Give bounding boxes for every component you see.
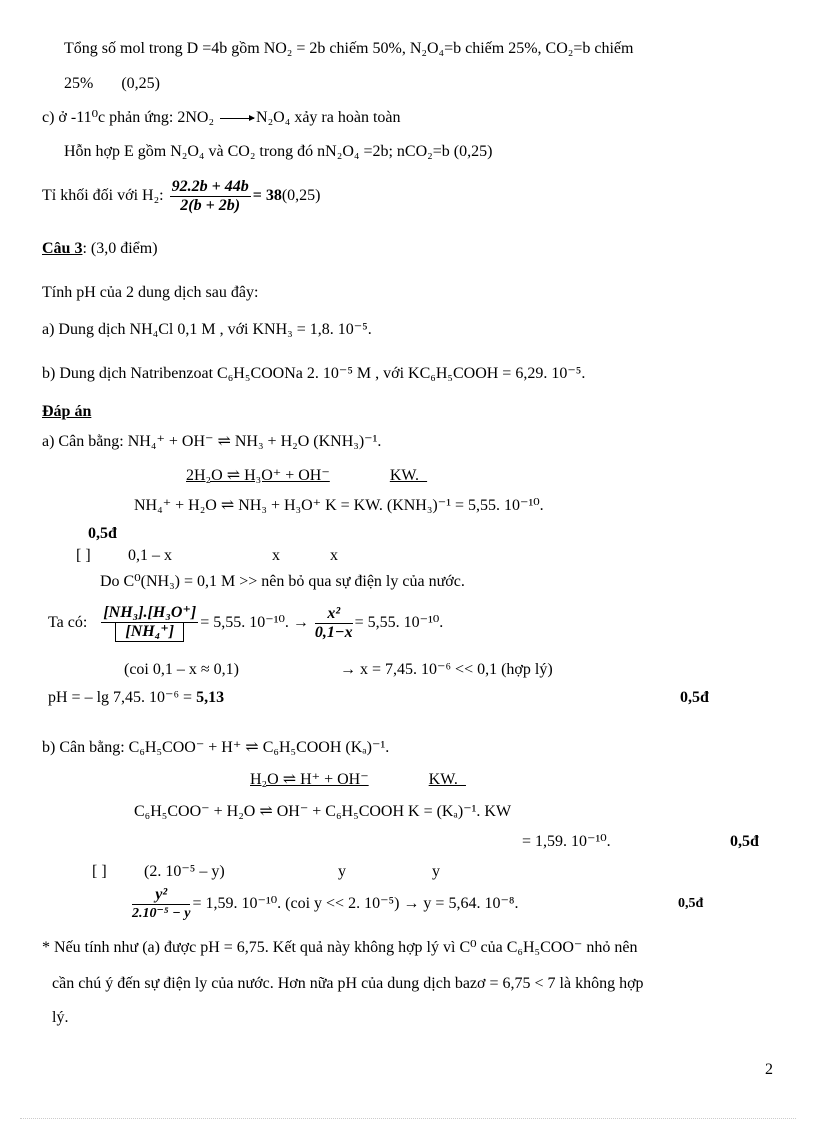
- text-span: = 5,55. 10⁻¹⁰.: [354, 614, 444, 631]
- fraction: [132, 886, 190, 923]
- question-number: Câu 3: [42, 240, 83, 257]
- text-span: 0,1 – x: [128, 547, 172, 564]
- text-span: → x = 7,45. 10⁻⁶ << 0,1 (hợp lý): [340, 661, 553, 678]
- text-span: [ ]: [76, 547, 91, 564]
- text-line: [522, 832, 782, 852]
- text-span: y: [432, 863, 440, 880]
- text-span: = 1,59. 10⁻¹⁰. (coi y << 2. 10⁻⁵) → y = 5,64. 10⁻⁸.: [192, 895, 519, 912]
- text-span: Tỉ khối đối với H₂:: [42, 187, 164, 205]
- score: 0,5đ: [678, 896, 704, 911]
- text-line: a) Cân bằng: NH₄⁺ + OH⁻ ⇌ NH₃ + H₂O (KNH₃)⁻¹.: [42, 433, 382, 450]
- score: 0,5đ: [680, 689, 709, 706]
- denominator: 2(b + 2b): [180, 197, 241, 214]
- text-span: y: [338, 863, 346, 880]
- text-line: [130, 884, 730, 924]
- denominator: 0,1−x: [314, 623, 353, 641]
- text-line: [76, 546, 338, 566]
- text-line: [146, 770, 466, 790]
- text-line: Tổng số mol trong D =4b gồm NO₂ = 2b chiếm 50%, N₂O₄=b chiếm 25%, CO₂=b chiếm: [64, 40, 634, 57]
- text-line: [48, 603, 443, 643]
- text-span: x: [272, 547, 280, 564]
- fraction: [315, 605, 353, 642]
- text-span: Ta có:: [48, 614, 88, 631]
- text-line: [140, 466, 427, 486]
- text-span: N₂O₄ xảy ra hoàn toàn: [256, 109, 401, 126]
- answer-heading: Đáp án: [42, 403, 92, 420]
- text-line: [48, 688, 748, 708]
- text-line: NH₄⁺ + H₂O ⇌ NH₃ + H₃O⁺ K = KW. (KNH₃)⁻¹ = 5,55. 10⁻¹⁰.: [134, 497, 544, 514]
- text-span: 2H₂O ⇌ H₃O⁺ + OH⁻: [186, 467, 330, 484]
- text-span: pH = – lg 7,45. 10⁻⁶ =: [48, 689, 193, 706]
- text-line: cần chú ý đến sự điện ly của nước. Hơn nữa pH của dung dịch bazơ = 6,75 < 7 là không hợp: [52, 975, 644, 992]
- numerator: [NH₃].[H₃O⁺]: [103, 604, 197, 622]
- text-span: (2. 10⁻⁵ – y): [144, 863, 225, 880]
- text-span: KW._: [389, 467, 427, 484]
- denominator: 2.10⁻⁵ − y: [132, 905, 191, 921]
- text-span: x: [330, 547, 338, 564]
- text-line: [42, 108, 401, 128]
- text-span: = 5,55. 10⁻¹⁰. →: [200, 614, 309, 631]
- text-line: b) Cân bằng: C₆H₅COO⁻ + H⁺ ⇌ C₆H₅COOH (Kₐ)⁻¹.: [42, 739, 390, 756]
- text-span: KW._: [428, 771, 466, 788]
- fraction: [170, 178, 251, 215]
- numerator: y²: [132, 886, 190, 905]
- page-number: 2: [765, 1061, 773, 1078]
- text-span: 25%: [64, 75, 94, 92]
- score: (0,25): [281, 187, 321, 205]
- score: (0,25): [121, 75, 160, 92]
- text-line: a) Dung dịch NH₄Cl 0,1 M , với KNH₃ = 1,8. 10⁻⁵.: [42, 321, 372, 338]
- denominator: [NH₄⁺]: [115, 623, 184, 642]
- text-line: Tính pH của 2 dung dịch sau đây:: [42, 284, 259, 301]
- text-line: Hỗn hợp E gồm N₂O₄ và CO₂ trong đó nN₂O₄ =2b; nCO₂=b (0,25): [64, 143, 493, 160]
- result: 5,13: [196, 689, 225, 706]
- text-span: c) ở -11⁰c phản ứng: 2NO₂: [42, 109, 215, 126]
- numerator: x²: [315, 605, 353, 624]
- text-line: [92, 862, 440, 882]
- text-line: * Nếu tính như (a) được pH = 6,75. Kết quả này không hợp lý vì C⁰ của C₆H₅COO⁻ nhỏ nên: [42, 939, 638, 956]
- text-line: lý.: [52, 1009, 69, 1026]
- text-line: [64, 74, 160, 94]
- section-heading: [42, 239, 158, 259]
- text-span: (coi 0,1 – x ≈ 0,1): [124, 661, 239, 678]
- text-line: b) Dung dịch Natribenzoat C₆H₅COONa 2. 10⁻⁵ M , với KC₆H₅COOH = 6,29. 10⁻⁵.: [42, 365, 586, 382]
- numerator: 92.2b + 44b: [171, 178, 249, 195]
- text-span: [ ]: [92, 863, 107, 880]
- text-line: Do C⁰(NH₃) = 0,1 M >> nên bỏ qua sự điện ly của nước.: [100, 573, 465, 590]
- page-border: [20, 1118, 796, 1119]
- fraction: [101, 604, 198, 642]
- text-span: H₂O ⇌ H⁺ + OH⁻: [250, 771, 369, 788]
- text-span: = 1,59. 10⁻¹⁰.: [522, 833, 611, 850]
- text-line: C₆H₅COO⁻ + H₂O ⇌ OH⁻ + C₆H₅COOH K = (Kₐ)⁻¹. KW: [134, 803, 512, 820]
- score: 0,5đ: [88, 525, 117, 542]
- text-line: [124, 660, 553, 680]
- score: 0,5đ: [730, 833, 759, 850]
- arrow-icon: [220, 118, 254, 119]
- text-line: [42, 178, 321, 215]
- result: = 38: [252, 187, 282, 205]
- text-span: : (3,0 điểm): [82, 240, 158, 257]
